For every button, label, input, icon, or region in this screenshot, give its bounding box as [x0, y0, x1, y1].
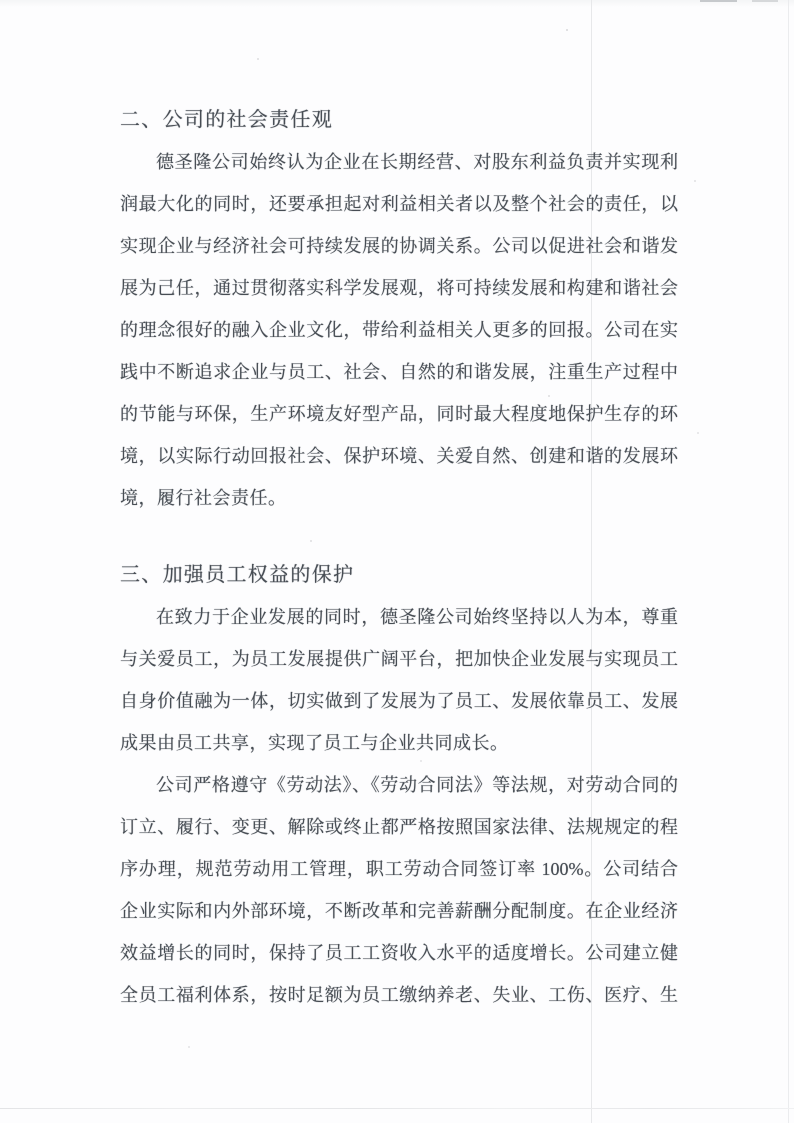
- text-line: 成果由员工共享，实现了员工与企业共同成长。: [120, 733, 509, 753]
- top-scan-edge-mark: [700, 0, 737, 2]
- text-line: 与关爱员工，为员工发展提供广阔平台，把加快企业发展与实现员工: [120, 649, 678, 669]
- text-line: 公司严格遵守《劳动法》、《劳动合同法》等法规，对劳动合同的: [156, 775, 678, 795]
- text-line: 自身价值融为一体，切实做到了发展为了员工、发展依靠员工、发展: [120, 691, 678, 711]
- text-line: 在致力于企业发展的同时，德圣隆公司始终坚持以人为本，尊重: [156, 607, 678, 627]
- text-line: 实现企业与经济社会可持续发展的协调关系。公司以促进社会和谐发: [120, 236, 678, 256]
- text-line: 德圣隆公司始终认为企业在长期经营、对股东利益负责并实现利: [156, 152, 678, 172]
- text-line: 践中不断追求企业与员工、社会、自然的和谐发展，注重生产过程中: [120, 362, 678, 382]
- section-heading-3: 三、加强员工权益的保护: [120, 564, 355, 586]
- vertical-scan-line-right: [788, 0, 789, 1123]
- section-3-paragraph-1: [120, 596, 678, 764]
- text-line: 企业实际和内外部环境，不断改革和完善薪酬分配制度。在企业经济: [120, 901, 678, 921]
- text-line: 境，以实际行动回报社会、保护环境、关爱自然、创建和谐的发展环: [120, 446, 678, 466]
- text-line: 全员工福利体系，按时足额为员工缴纳养老、失业、工伤、医疗、生: [120, 985, 678, 1005]
- text-line: 效益增长的同时，保持了员工工资收入水平的适度增长。公司建立健: [120, 943, 678, 963]
- section-2-paragraph-1: [120, 141, 678, 519]
- text-line: 的节能与环保，生产环境友好型产品，同时最大程度地保护生存的环: [120, 404, 678, 424]
- section-heading-2: 二、公司的社会责任观: [120, 109, 333, 131]
- text-line: 润最大化的同时，还要承担起对利益相关者以及整个社会的责任，以: [120, 194, 678, 214]
- scan-noise-speckles: [566, 29, 568, 31]
- text-line: 展为己任，通过贯彻落实科学发展观，将可持续发展和构建和谐社会: [120, 278, 678, 298]
- section-3-paragraph-2: [120, 764, 678, 1016]
- top-scan-edge-mark: [752, 0, 778, 2]
- bottom-scan-edge-line: [0, 1108, 794, 1109]
- document-text-block: [120, 99, 678, 1016]
- text-line: 境，履行社会责任。: [120, 488, 287, 508]
- text-line: 订立、履行、变更、解除或终止都严格按照国家法律、法规规定的程: [120, 817, 678, 837]
- text-line: 的理念很好的融入企业文化，带给利益相关人更多的回报。公司在实: [120, 320, 678, 340]
- text-line: 序办理，规范劳动用工管理，职工劳动合同签订率 100%。公司结合: [120, 859, 678, 879]
